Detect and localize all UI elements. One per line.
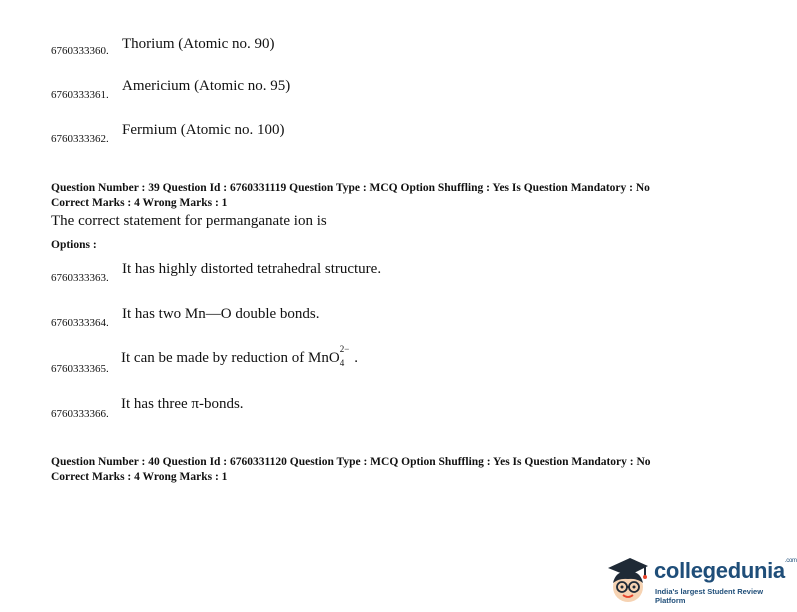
option-text: It can be made by reduction of MnO$_4$ 2− .: [121, 344, 358, 368]
question-marks: Correct Marks : 4 Wrong Marks : 1: [51, 471, 228, 483]
option-text: It has three π-bonds.: [121, 396, 244, 412]
option-text: Fermium (Atomic no. 100): [122, 122, 285, 138]
subscript: 4: [339, 358, 345, 368]
option-text: Americium (Atomic no. 95): [122, 78, 291, 94]
option-id: 6760333360.: [51, 45, 109, 57]
brand-suffix: .com: [784, 558, 797, 564]
option-id: 6760333366.: [51, 408, 109, 420]
superscript: 2−: [339, 344, 350, 354]
mascot-icon: [604, 556, 652, 606]
option-text: It has highly distorted tetrahedral structure.: [122, 261, 382, 277]
option-text: It has two Mn—O double bonds.: [122, 306, 320, 322]
option-id: 6760333363.: [51, 272, 109, 284]
question-meta: Question Number : 40 Question Id : 6760331120 Question Type : MCQ Option Shuffling : Yes Is Question Mandatory : No: [51, 456, 651, 468]
option-id: 6760333361.: [51, 89, 109, 101]
collegedunia-logo: [604, 556, 797, 608]
brand-tagline: India's largest Student Review Platform: [655, 587, 764, 605]
options-label: Options :: [51, 239, 97, 251]
brand-name: collegedunia$^{.com}$: [654, 558, 797, 583]
option-id: 6760333365.: [51, 363, 109, 375]
question-marks: Correct Marks : 4 Wrong Marks : 1: [51, 197, 228, 209]
option-id: 6760333362.: [51, 133, 109, 145]
question-text: The correct statement for permanganate ion is: [51, 213, 327, 229]
option-id: 6760333364.: [51, 317, 109, 329]
question-meta: Question Number : 39 Question Id : 6760331119 Question Type : MCQ Option Shuffling : Yes Is Question Mandatory : No: [51, 182, 650, 194]
option-text: Thorium (Atomic no. 90): [122, 36, 275, 52]
